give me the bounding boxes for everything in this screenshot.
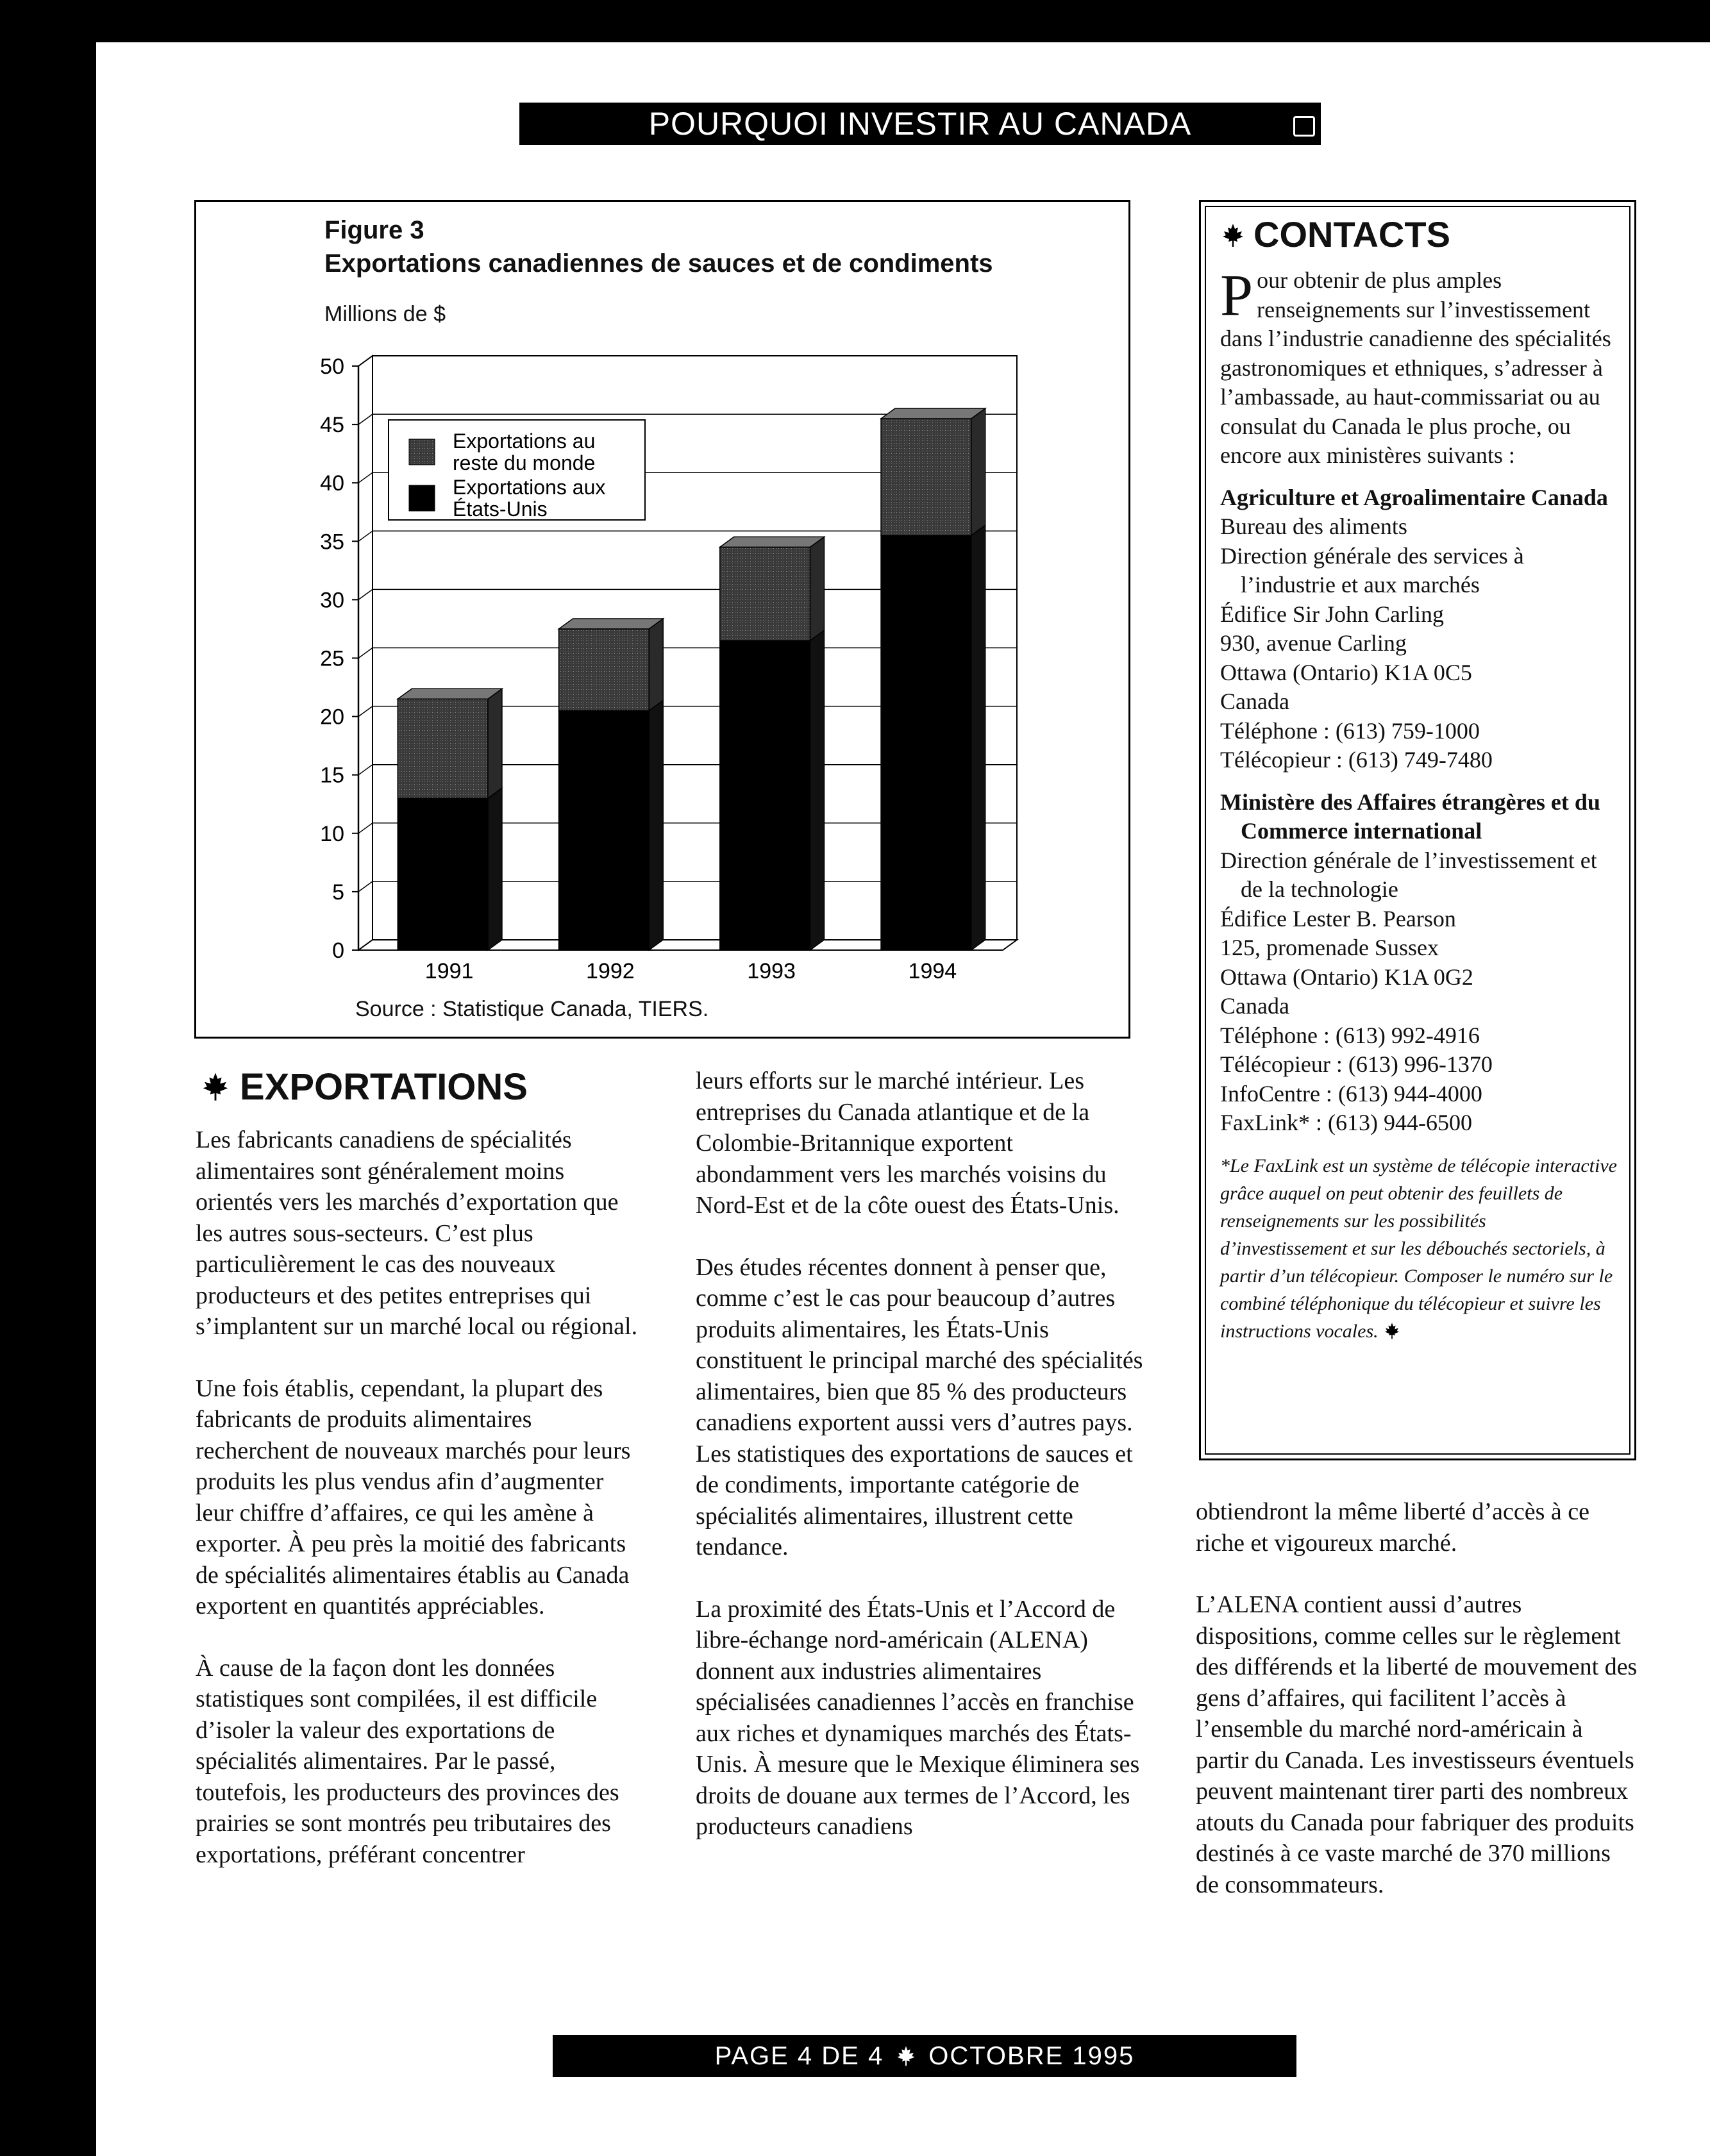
contacts-intro <box>1220 262 1618 471</box>
footer-date: OCTOBRE 1995 <box>928 2041 1135 2070</box>
contact-line: Canada <box>1220 689 1289 714</box>
figure-title: Exportations canadiennes de sauces et de condiments <box>324 249 993 278</box>
legend-swatch <box>409 439 435 465</box>
section-title-exportations <box>200 1065 528 1108</box>
org-name-agriculture: Agriculture et Agroalimentaire Canada <box>1220 484 1608 510</box>
contact-line: Ottawa (Ontario) K1A 0G2 <box>1220 964 1473 990</box>
bar-rest <box>720 547 810 640</box>
contact-fax: Télécopieur : (613) 996-1370 <box>1220 1051 1493 1077</box>
y-tick-label: 50 <box>320 355 344 379</box>
y-tick-label: 35 <box>320 530 344 555</box>
maple-leaf-icon <box>895 2045 917 2067</box>
bar-top <box>720 537 825 547</box>
contact-line: Édifice Lester B. Pearson <box>1220 905 1456 932</box>
bar-us <box>881 535 971 950</box>
x-tick-label: 1991 <box>424 959 474 983</box>
maple-leaf-icon <box>200 1071 231 1102</box>
figure-number: Figure 3 <box>324 216 424 244</box>
paragraph: La proximité des États-Unis et l’Accord de libre-échange nord-américain (ALENA) donnent aux industries alimentaires spécialisées canadiennes l’accès en franchise aux riches et dynamiques marchés des États-Unis. À mesure que le Mexique éliminera ses droits de douane aux termes de l’Accord, les producteurs canadiens <box>696 1595 1140 1840</box>
maple-leaf-icon <box>1220 222 1246 248</box>
text-column-2 <box>696 1065 1144 1873</box>
footer-page: PAGE 4 DE 4 <box>714 2041 884 2070</box>
bar-us <box>559 710 650 950</box>
contact-line: Canada <box>1220 993 1289 1019</box>
contact-faxlink: FaxLink* : (613) 944-6500 <box>1220 1110 1472 1135</box>
contact-line: Direction générale des services à l’industrie et aux marchés <box>1220 542 1524 597</box>
drop-cap: P <box>1220 262 1253 328</box>
y-tick-label: 40 <box>320 471 344 496</box>
paragraph: L’ALENA contient aussi d’autres dispositions, comme celles sur le règlement des différends et la liberté de mouvement des gens d’affaires, qui facilitent l’accès à l’ensemble du marché nord-américain à partir du Canada. Les investisseurs éventuels peuvent maintenant tirer parti des nombreux atouts du Canada pour fabriquer des produits destinés à ce vaste marché de 370 millions de consommateurs. <box>1196 1591 1638 1898</box>
contact-line: Direction générale de l’investissement et de la technologie <box>1220 847 1597 902</box>
bar-rest <box>398 699 488 798</box>
x-tick-label: 1992 <box>586 959 635 983</box>
contacts-title-text: CONTACTS <box>1253 214 1450 255</box>
bar-top <box>398 689 502 699</box>
maple-leaf-icon <box>1383 1322 1401 1340</box>
paragraph: leurs efforts sur le marché intérieur. Les entreprises du Canada atlantique et de la Colombie-Britannique exportent abondamment vers les marchés voisins du Nord-Est et de la côte ouest des États-Unis. <box>696 1067 1119 1219</box>
contacts-body <box>1220 262 1618 1345</box>
paragraph: obtiendront la même liberté d’accès à ce riche et vigoureux marché. <box>1196 1498 1590 1557</box>
paragraph: À cause de la façon dont les données statistiques sont compilées, il est difficile d’isoler la valeur des exportations de spécialités alimentaires. Par le passé, toutefois, les producteurs des provinces des prairies se sont montrés peu tributaires des exportations, préférant concentrer <box>196 1654 619 1868</box>
bar-side <box>810 537 824 640</box>
bar-side <box>971 408 985 535</box>
contact-line: Bureau des aliments <box>1220 514 1407 539</box>
figure-source: Source : Statistique Canada, TIERS. <box>355 997 709 1021</box>
org-name-foreign-affairs: Ministère des Affaires étrangères et du Commerce international <box>1220 789 1600 844</box>
bar-side <box>649 700 663 950</box>
contact-infocentre: InfoCentre : (613) 944-4000 <box>1220 1080 1482 1107</box>
faxlink-note-text: *Le FaxLink est un système de télécopie interactive grâce auquel on peut obtenir des feuillets de renseignements sur les possibilités d’investissement et sur les débouchés sectoriels, à partir d’un télécopieur. Composer le numéro sur le combiné téléphonique du télécopieur et suivre les instructions vocales. <box>1220 1155 1617 1342</box>
legend-label: Exportations au <box>453 430 596 453</box>
bar-side <box>810 630 824 950</box>
y-tick-label: 0 <box>332 939 344 963</box>
x-tick-label: 1994 <box>908 959 957 983</box>
bar-top <box>559 619 664 629</box>
bar-side <box>971 525 985 950</box>
contact-line: Ottawa (Ontario) K1A 0C5 <box>1220 659 1472 685</box>
y-tick-label: 20 <box>320 705 344 730</box>
contacts-intro-text: our obtenir de plus amples renseignements sur l’investissement dans l’industrie canadienne des spécialités gastronomiques et ethniques, s’adresser à l’ambassade, au haut-commissariat ou au consulat du Canada le plus proche, ou encore aux ministères suivants : <box>1220 267 1611 468</box>
paragraph: Une fois établis, cependant, la plupart des fabricants de produits alimentaires recherchent de nouveaux marchés pour leurs produits les plus vendus afin d’augmenter leur chiffre d’affaires, ce qui les amène à exporter. À peu près la moitié des fabricants de spécialités alimentaires établis au Canada exportent en quantités appréciables. <box>196 1375 631 1619</box>
bar-top <box>881 408 985 419</box>
contact-phone: Téléphone : (613) 992-4916 <box>1220 1022 1480 1048</box>
bar-us <box>398 798 488 950</box>
faxlink-note <box>1220 1152 1618 1345</box>
y-tick-label: 10 <box>320 821 344 846</box>
paragraph: Les fabricants canadiens de spécialités alimentaires sont généralement moins orientés vers les marchés d’exportation que les autres sous-secteurs. C’est plus particulièrement le cas des nouveaux producteurs et des petites entreprises qui s’implantent sur un marché local ou régional. <box>196 1126 638 1340</box>
figure-unit-label: Millions de $ <box>324 302 446 326</box>
bar-rest <box>559 629 650 711</box>
bar-side <box>488 689 502 798</box>
bar-us <box>720 640 810 950</box>
canada-logo-icon <box>1286 109 1318 140</box>
bar-rest <box>881 419 971 535</box>
legend-label: reste du monde <box>453 451 596 474</box>
contact-line: Édifice Sir John Carling <box>1220 601 1444 627</box>
legend-swatch <box>409 485 435 511</box>
y-tick-label: 5 <box>332 880 344 905</box>
contacts-box <box>1199 200 1636 1460</box>
figure-3 <box>194 200 1130 1039</box>
bar-side <box>488 788 502 950</box>
text-column-1 <box>196 1124 638 1901</box>
header-title: POURQUOI INVESTIR AU CANADA <box>648 106 1192 142</box>
chart-canvas <box>196 202 1132 1040</box>
y-tick-label: 45 <box>320 413 344 438</box>
contact-line: 125, promenade Sussex <box>1220 935 1439 960</box>
legend-label: Exportations aux <box>453 476 606 499</box>
contacts-title <box>1220 213 1450 255</box>
page-footer <box>553 2035 1296 2077</box>
x-tick-label: 1993 <box>747 959 796 983</box>
y-tick-label: 30 <box>320 588 344 613</box>
contact-fax: Télécopieur : (613) 749-7480 <box>1220 747 1493 773</box>
contact-line: 930, avenue Carling <box>1220 630 1407 656</box>
bar-side <box>649 619 663 711</box>
y-tick-label: 15 <box>320 763 344 788</box>
legend-label: États-Unis <box>453 497 548 521</box>
page-header <box>519 103 1321 145</box>
contact-phone: Téléphone : (613) 759-1000 <box>1220 717 1480 744</box>
paragraph: Des études récentes donnent à penser que, comme c’est le cas pour beaucoup d’autres produits alimentaires, les États-Unis constituent le principal marché des spécialités alimentaires, bien que 85 % des producteurs canadiens exportent aussi vers d’autres pays. Les statistiques des exportations de sauces et de condiments, importante catégorie de spécialités alimentaires, illustrent cette tendance. <box>696 1253 1143 1560</box>
y-tick-label: 25 <box>320 646 344 671</box>
text-column-3 <box>1196 1496 1638 1931</box>
section-title-text: EXPORTATIONS <box>240 1066 528 1108</box>
